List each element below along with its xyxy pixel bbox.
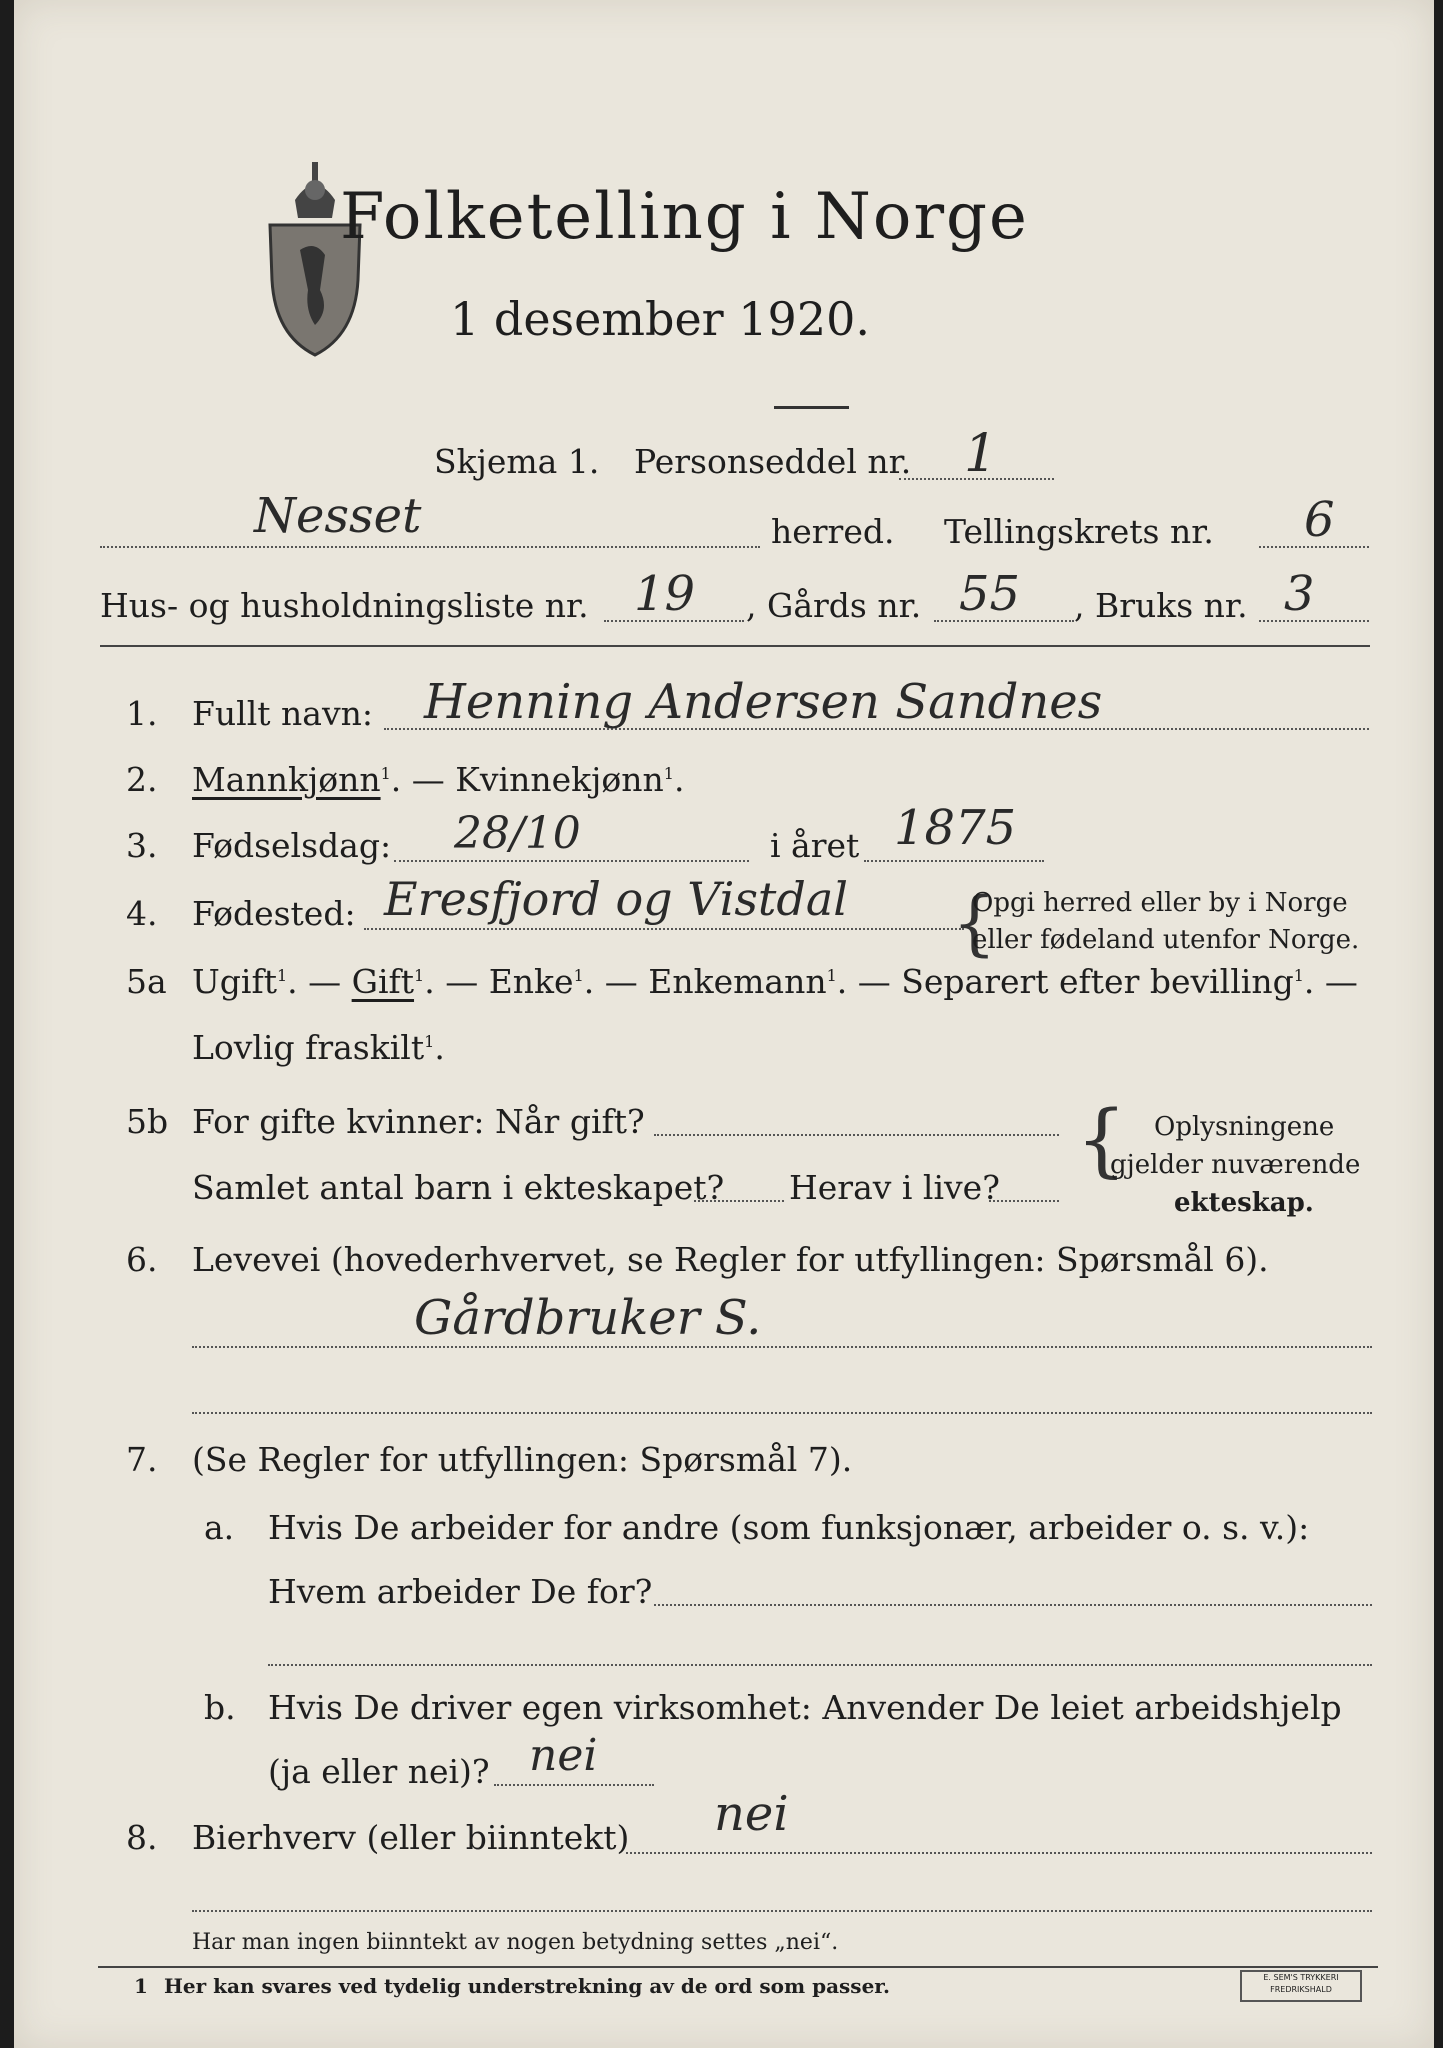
footnote: Her kan svares ved tydelig understrekning av de ord som passer. <box>164 1974 890 1998</box>
birthdate-value: 28/10 <box>454 808 581 859</box>
q6-label: Levevei (hovederhvervet, se Regler for utfyllingen: Spørsmål 6). <box>192 1240 1269 1279</box>
full-name-value: Henning Andersen Sandnes <box>424 674 1103 730</box>
employer-line <box>654 1604 1372 1606</box>
q5a-number: 5a <box>126 962 167 1001</box>
footnote-mark: 1 <box>134 1974 148 1998</box>
q3-number: 3. <box>126 826 158 865</box>
herred-line <box>100 546 760 548</box>
q5b-number: 5b <box>126 1102 169 1141</box>
q7-number: 7. <box>126 1440 158 1479</box>
skjema-label: Skjema 1. <box>434 442 600 481</box>
gards-label: , Gårds nr. <box>746 586 922 625</box>
employer-line-2 <box>268 1664 1372 1666</box>
birthplace-value: Eresfjord og Vistdal <box>384 872 848 926</box>
q5b-label-3: Herav i live? <box>789 1168 1000 1207</box>
herred-label: herred. <box>771 512 895 551</box>
alive-line <box>989 1200 1059 1202</box>
q6-number: 6. <box>126 1240 158 1279</box>
q8-label: Bierhverv (eller biinntekt) <box>192 1818 630 1857</box>
section-divider <box>100 645 1370 647</box>
tellingskrets-value: 6 <box>1304 492 1335 548</box>
herred-value: Nesset <box>254 488 422 544</box>
birthplace-line <box>364 928 964 930</box>
female-option: Kvinnekjønn <box>455 760 664 799</box>
side-income-value: nei <box>714 1786 789 1842</box>
form-title: Folketelling i Norge <box>340 180 1029 254</box>
q2-number: 2. <box>126 760 158 799</box>
occupation-line-2 <box>192 1412 1372 1414</box>
census-date: 1 desember 1920. <box>450 292 870 346</box>
q7a-letter: a. <box>204 1508 235 1547</box>
footer-divider <box>98 1966 1378 1968</box>
q7-label: (Se Regler for utfyllingen: Spørsmål 7). <box>192 1440 853 1479</box>
husliste-label: Hus- og husholdningsliste nr. <box>100 586 589 625</box>
year-line <box>864 860 1044 862</box>
census-form <box>14 0 1434 2048</box>
side-income-line <box>626 1852 1372 1854</box>
side-income-line-2 <box>192 1910 1372 1912</box>
q7b-text: Hvis De driver egen virksomhet: Anvender De leiet arbeidshjelp <box>268 1688 1342 1727</box>
bruks-label: , Bruks nr. <box>1074 586 1248 625</box>
q5b-note-1: Oplysningene <box>1154 1112 1335 1142</box>
hired-help-value: nei <box>529 1730 598 1781</box>
year-label: i året <box>770 826 860 865</box>
q8-number: 8. <box>126 1818 158 1857</box>
q7b-question: (ja eller nei)? <box>268 1752 490 1791</box>
q3-label: Fødselsdag: <box>192 826 392 865</box>
q5b-label-2: Samlet antal barn i ekteskapet? <box>192 1168 725 1207</box>
divider <box>774 406 849 409</box>
q4-label: Fødested: <box>192 894 356 933</box>
q1-label: Fullt navn: <box>192 694 373 733</box>
q2-sex: Mannkjønn$^1$. — Kvinnekjønn$^1$. <box>192 760 685 799</box>
personseddel-label: Personseddel nr. <box>634 442 912 481</box>
married-when-line <box>654 1134 1059 1136</box>
q7a-question: Hvem arbeider De for? <box>268 1572 653 1611</box>
q4-note-1: Opgi herred eller by i Norge <box>972 888 1348 918</box>
birthdate-line <box>394 860 749 862</box>
q4-number: 4. <box>126 894 158 933</box>
printer-stamp: E. SEM'S TRYKKERI FREDRIKSHALD <box>1240 1970 1362 2002</box>
q7a-text: Hvis De arbeider for andre (som funksjonær, arbeider o. s. v.): <box>268 1508 1310 1547</box>
tellingskrets-label: Tellingskrets nr. <box>944 512 1214 551</box>
children-line <box>694 1200 784 1202</box>
husliste-value: 19 <box>634 566 696 622</box>
hired-help-line <box>494 1784 654 1786</box>
q5b-label-1: For gifte kvinner: Når gift? <box>192 1102 645 1141</box>
bruks-value: 3 <box>1284 566 1315 622</box>
occupation-value: Gårdbruker S. <box>414 1290 762 1346</box>
q1-number: 1. <box>126 694 158 733</box>
q5b-note-3: ekteskap. <box>1174 1188 1314 1218</box>
birth-year-value: 1875 <box>894 800 1017 856</box>
male-option: Mannkjønn <box>192 760 381 799</box>
footer-note: Har man ingen biinntekt av nogen betydning settes „nei“. <box>192 1930 839 1955</box>
divorced-option: Lovlig fraskilt$^1$. <box>192 1028 445 1067</box>
q5b-note-2: gjelder nuværende <box>1110 1150 1361 1180</box>
gards-value: 55 <box>959 566 1021 622</box>
brace-2: { <box>1076 1093 1127 1186</box>
brace: { <box>952 882 997 964</box>
marital-options: Ugift$^1$. — Gift$^1$. — Enke$^1$. — Enkemann$^1$. — Separert efter bevilling$^1$. — <box>192 962 1358 1001</box>
occupation-line-1 <box>192 1346 1372 1348</box>
married-option: Gift <box>351 962 415 1001</box>
q7b-letter: b. <box>204 1688 236 1727</box>
personseddel-value: 1 <box>964 424 998 484</box>
q4-note-2: eller fødeland utenfor Norge. <box>972 925 1360 955</box>
